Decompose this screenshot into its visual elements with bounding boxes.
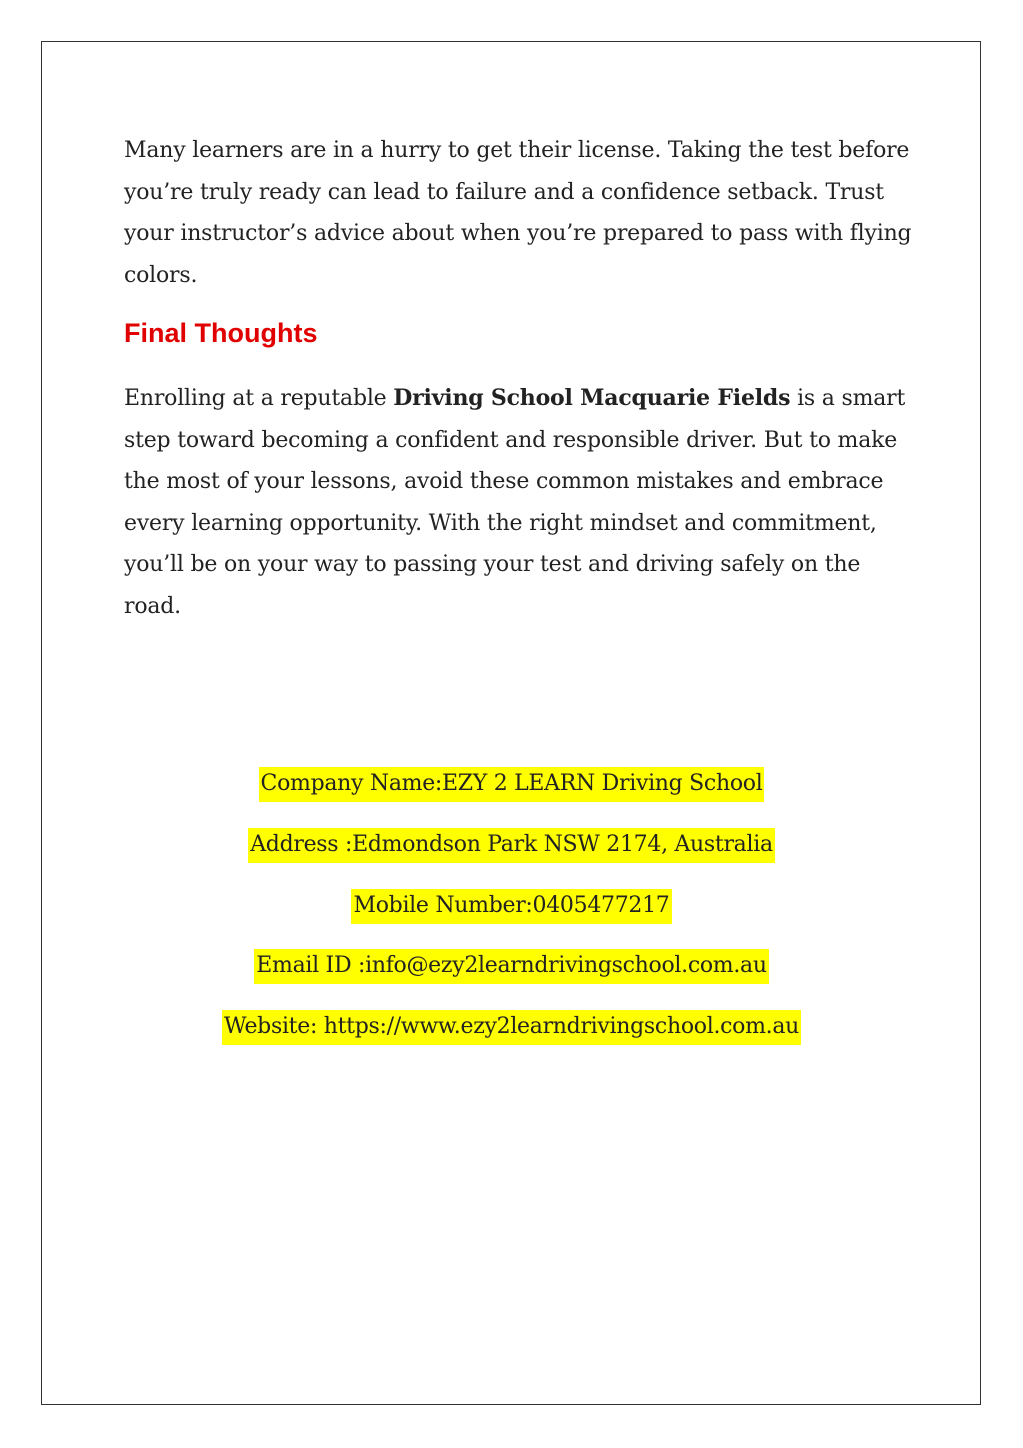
school-name-bold: Driving School Macquarie Fields <box>393 385 791 411</box>
final-paragraph-start: Enrolling at a reputable <box>124 386 394 411</box>
contact-mobile-line <box>0 893 1023 918</box>
contact-address: Address :Edmondson Park NSW 2174, Australia <box>248 828 775 863</box>
final-paragraph-rest: is a smart step toward becoming a confident and responsible driver. But to make the most of your lessons, avoid these common mistakes and embrace every learning opportunity. With the right mindset and commitment, you’ll be on your way to passing your test and driving safely on the road. <box>124 386 906 619</box>
intro-section <box>124 130 914 296</box>
final-paragraph <box>124 378 914 627</box>
contact-mobile: Mobile Number:0405477217 <box>351 889 671 924</box>
intro-paragraph: Many learners are in a hurry to get their license. Taking the test before you’re truly ready can lead to failure and a confidence setback. Trust your instructor’s advice about when you’re prepared to pass with flying colors. <box>124 138 912 288</box>
contact-email: Email ID :info@ezy2learndrivingschool.com.au <box>254 949 768 984</box>
contact-email-line <box>0 953 1023 978</box>
contact-address-line <box>0 832 1023 857</box>
contact-website: Website: https://www.ezy2learndrivingschool.com.au <box>222 1010 801 1045</box>
section-heading: Final Thoughts <box>124 318 318 348</box>
contact-website-line <box>0 1014 1023 1039</box>
contact-company: Company Name:EZY 2 LEARN Driving School <box>259 767 765 802</box>
final-section <box>124 378 914 627</box>
contact-company-line <box>0 771 1023 796</box>
